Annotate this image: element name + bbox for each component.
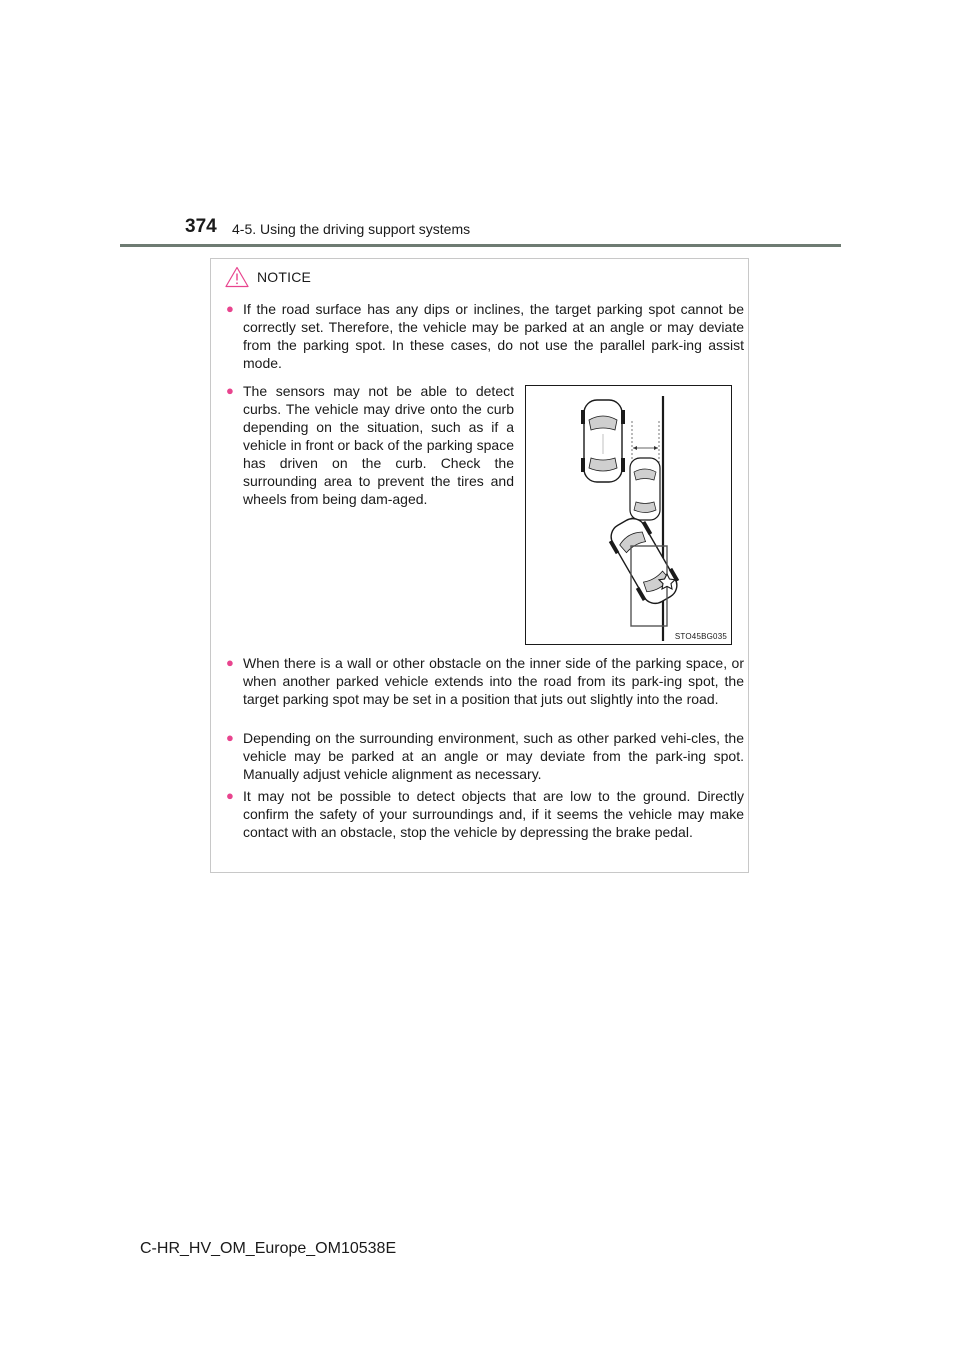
notice-item-text: Depending on the surrounding environment, such as other parked vehi-cles, the vehicle may be parked at an angle or may deviate from the park-ing spot. Manually adjust vehicle alignment as necessary. bbox=[243, 730, 744, 782]
parked-car-front bbox=[581, 400, 625, 482]
notice-item-text: If the road surface has any dips or inclines, the target parking spot cannot be correctly set. Therefore, the vehicle may be parked at an angle or may deviate from the parking spot. In these cases, do not use the parallel park-ing assist mode. bbox=[243, 301, 744, 371]
figure-code: STO45BG035 bbox=[674, 632, 727, 641]
bullet-icon: ● bbox=[226, 301, 234, 316]
notice-label: NOTICE bbox=[257, 269, 312, 285]
notice-heading bbox=[225, 266, 311, 288]
document-code: C-HR_HV_OM_Europe_OM10538E bbox=[140, 1240, 397, 1257]
bullet-icon: ● bbox=[226, 788, 234, 803]
parked-car-middle bbox=[630, 458, 660, 520]
notice-item-text: The sensors may not be able to detect curbs. The vehicle may drive onto the curb depending on the situation, such as if a vehicle in front or back of the parking space has driven on the curb. Check the surrounding area to prevent the tires and wheels from being dam-aged. bbox=[243, 383, 514, 507]
parking-illustration bbox=[525, 385, 732, 645]
reversing-car bbox=[604, 512, 684, 609]
header-rule bbox=[120, 244, 841, 247]
notice-item bbox=[226, 382, 514, 508]
page-number: 374 bbox=[185, 216, 217, 237]
notice-item-text: When there is a wall or other obstacle on the inner side of the parking space, or when another parked vehicle extends into the road from its park-ing spot, the target parking spot may be set in a position that juts out slightly into the road. bbox=[243, 655, 744, 707]
notice-item-text: It may not be possible to detect objects that are low to the ground. Directly confirm the safety of your surroundings and, if it seems the vehicle may make contact with an obstacle, stop the vehicle by depressing the brake pedal. bbox=[243, 788, 744, 840]
notice-item bbox=[226, 787, 744, 841]
bullet-icon: ● bbox=[226, 655, 234, 670]
bullet-icon: ● bbox=[226, 730, 234, 745]
section-title: 4-5. Using the driving support systems bbox=[232, 221, 471, 237]
notice-box bbox=[210, 258, 749, 873]
bullet-icon: ● bbox=[226, 383, 234, 398]
warning-triangle-icon bbox=[225, 266, 249, 288]
notice-item bbox=[226, 300, 744, 372]
notice-item bbox=[226, 729, 744, 783]
notice-item bbox=[226, 654, 744, 708]
